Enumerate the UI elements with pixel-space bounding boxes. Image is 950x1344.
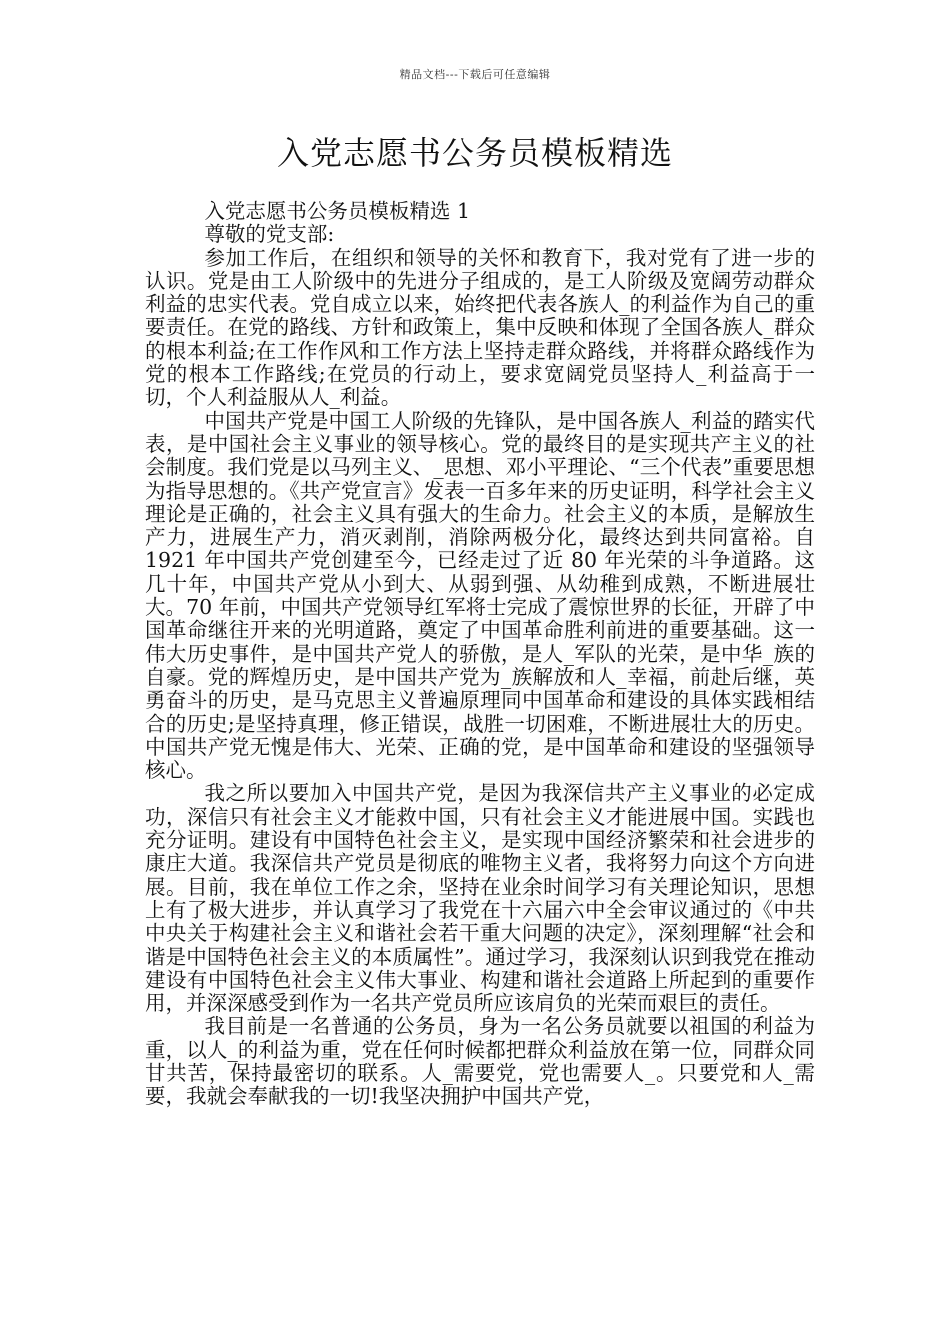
header-note: 精品文档---下载后可任意编辑 xyxy=(399,68,551,81)
section-title: 入党志愿书公务员模板精选 1 xyxy=(204,199,470,223)
paragraph: 中国共产党是中国工人阶级的先锋队，是中国各族人_利益的踏实代表，是中国社会主义事业的领导核心。党的最终目的是实现共产主义的社会制度。我们党是以马列主义、_思想、邓小平理论、“三个代表”重要思想为指导思想的。《共产党宣言》发表一百多年来的历史证明，科学社会主义理论是正确的，社会主义具有强大的生命力。社会主义的本质，是解放生产力，进展生产力，消灭剥削，消除两极分化，最终达到共同富裕。自 1921 年中国共产党创建至今，已经走过了近 80 年光荣的斗争道路。这几十年，中国共产党从小到大、从弱到强、从幼稚到成熟，不断进展壮大。70 年前，中国共产党领导红军将士完成了震惊世界的长征，开辟了中国革命继往开来的光明道路，奠定了中国革命胜利前进的重要基础。这一伟大历史事件，是中国共产党人的骄傲，是人_军队的光荣，是中华_族的自豪。党的辉煌历史，是中国共产党为_族解放和人_幸福，前赴后继，英勇奋斗的历史，是马克思主义普遍原理同中国革命和建设的具体实践相结合的历史;是坚持真理，修正错误，战胜一切困难，不断进展壮大的历史。中国共产党无愧是伟大、光荣、正确的党，是中国革命和建设的坚强领导核心。 xyxy=(145,408,815,783)
paragraph: 我目前是一名普通的公务员，身为一名公务员就要以祖国的利益为重，以人_的利益为重，党在任何时候都把群众利益放在第一位，同群众同甘共苦，保持最密切的联系。人_需要党，党也需要人_。只要党和人_需要，我就会奉献我的一切!我坚决拥护中国共产党， xyxy=(145,1014,815,1109)
paragraph: 我之所以要加入中国共产党，是因为我深信共产主义事业的必定成功，深信只有社会主义才能救中国，只有社会主义才能进展中国。实践也充分证明。建设有中国特色社会主义，是实现中国经济繁荣和社会进步的康庄大道。我深信共产党员是彻底的唯物主义者，我将努力向这个方向进展。目前，我在单位工作之余，坚持在业余时间学习有关理论知识，思想上有了极大进步，并认真学习了我党在十六届六中全会审议通过的《中共中央关于构建社会主义和谐社会若干重大问题的决定》，深刻理解“社会和谐是中国特色社会主义的本质属性”。通过学习，我深刻认识到我党在推动建设有中国特色社会主义伟大事业、构建和谐社会道路上所起到的重要作用，并深深感受到作为一名共产党员所应该肩负的光荣而艰巨的责任。 xyxy=(145,781,815,1016)
paragraph: 参加工作后，在组织和领导的关怀和教育下，我对党有了进一步的认识。党是由工人阶级中的先进分子组成的，是工人阶级及宽阔劳动群众利益的忠实代表。党自成立以来，始终把代表各族人_的利益作为自己的重要责任。在党的路线、方针和政策上，集中反映和体现了全国各族人_群众的根本利益;在工作作风和工作方法上坚持走群众路线，并将群众路线作为党的根本工作路线;在党员的行动上，要求宽阔党员坚持人_利益高于一切，个人利益服从人_利益。 xyxy=(145,245,815,410)
salutation: 尊敬的党支部: xyxy=(204,222,335,247)
document-body xyxy=(145,200,815,1109)
document-title: 入党志愿书公务员模板精选 xyxy=(276,134,673,172)
